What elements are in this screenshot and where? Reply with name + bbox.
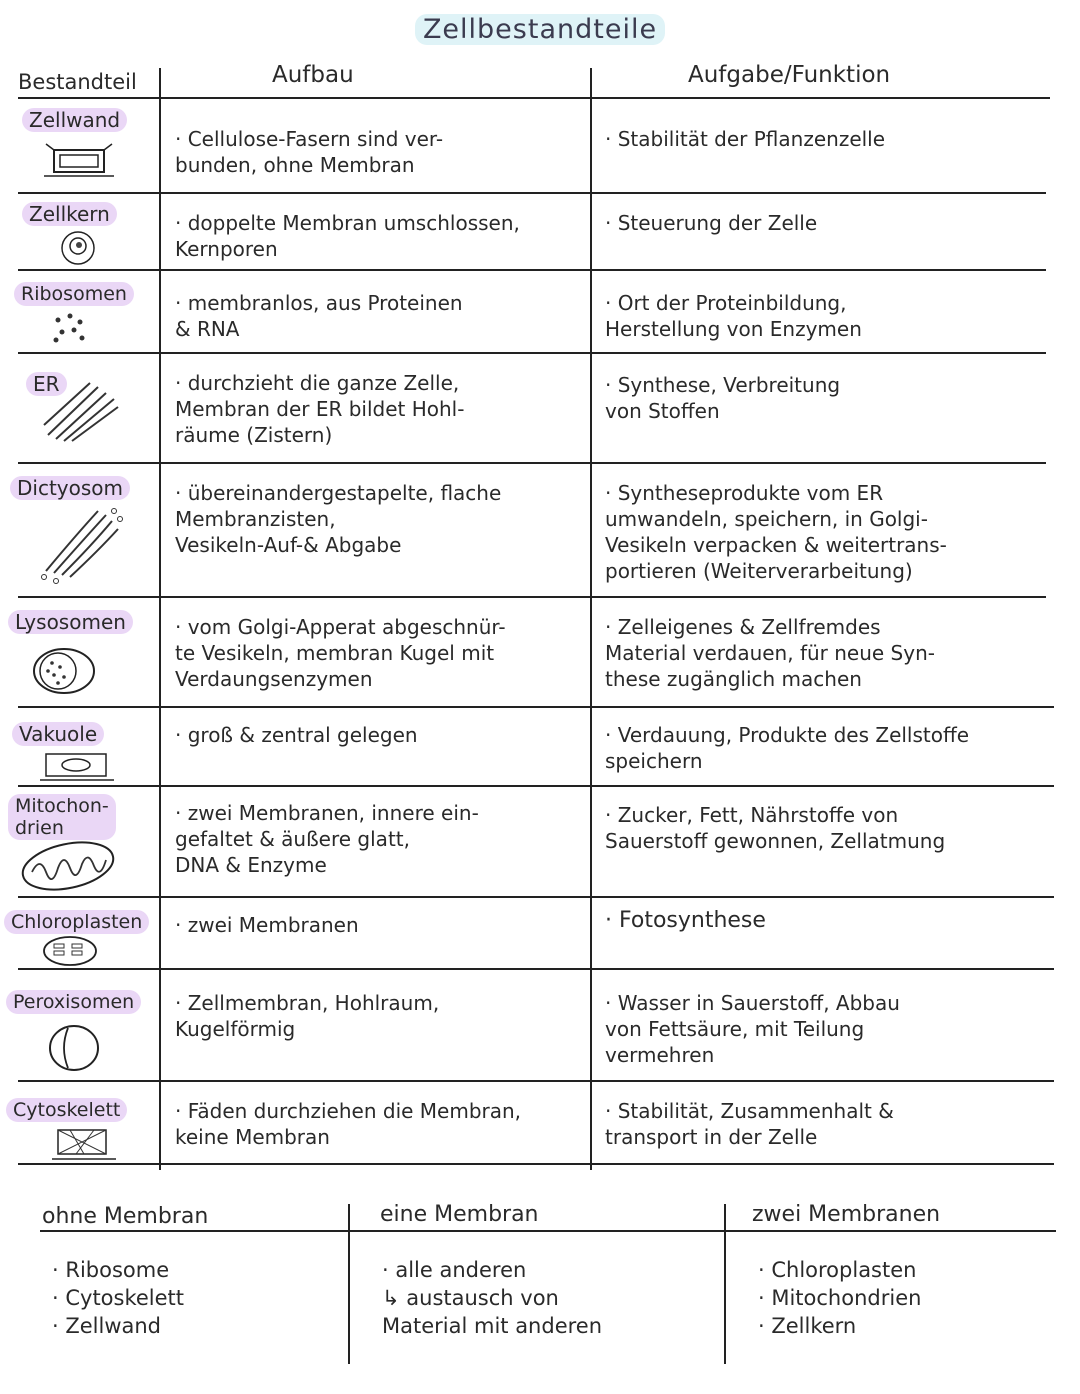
row-function-zellkern: · Steuerung der Zelle [605,211,818,235]
ribosome-icon [50,310,90,344]
row-label-zellkern: Zellkern [22,202,117,226]
header-structure: Aufbau [272,62,354,88]
grid-line [18,1080,1054,1082]
lysosome-icon [30,645,100,697]
row-structure-chloroplasten: · zwei Membranen [175,913,359,937]
grid-line [18,192,1046,194]
row-structure-zellwand: · Cellulose-Fasern sind ver- bunden, ohne Membran [175,127,444,177]
row-label-mitochondrien: Mitochon- drien [8,794,116,840]
row-function-zellwand: · Stabilität der Pflanzenzelle [605,127,886,151]
row-label-vakuole: Vakuole [12,722,104,746]
row-label-peroxisomen: Peroxisomen [6,990,141,1014]
page-title: Zellbestandteile [0,14,1080,45]
membrane-list-none: · Ribosome · Cytoskelett · Zellwand [52,1258,185,1338]
peroxisome-icon [46,1022,106,1074]
row-function-chloroplasten: · Fotosynthese [605,908,766,933]
row-label-zellwand: Zellwand [22,108,127,132]
row-structure-ribosomen: · membranlos, aus Proteinen & RNA [175,291,463,341]
row-function-cytoskelett: · Stabilität, Zusammenhalt & transport in der Zelle [605,1099,894,1149]
row-structure-er: · durchzieht die ganze Zelle, Membran der ER bildet Hohl- räume (Zistern) [175,371,465,447]
row-label-chloroplasten: Chloroplasten [4,910,149,934]
grid-line [18,97,1050,99]
grid-line [590,68,592,1170]
cytoskeleton-icon [50,1126,120,1162]
row-structure-vakuole: · groß & zentral gelegen [175,723,418,747]
row-structure-zellkern: · doppelte Membran umschlossen, Kernporen [175,211,520,261]
row-structure-peroxisomen: · Zellmembran, Hohlraum, Kugelförmig [175,991,440,1041]
header-function: Aufgabe/Funktion [688,62,891,88]
row-label-ribosomen: Ribosomen [14,282,134,306]
golgi-icon [36,505,126,585]
membrane-header-none: ohne Membran [42,1204,209,1229]
grid-line [18,785,1054,787]
row-structure-dictyosom: · übereinandergestapelte, flache Membranzisten, Vesikeln-Auf-& Abgabe [175,481,502,557]
row-function-dictyosom: · Syntheseprodukte vom ER umwandeln, speichern, in Golgi- Vesikeln verpacken & weitertrans- portieren (Weiterverarbeitung) [605,481,947,583]
membrane-list-one: · alle anderen ↳ austausch von Material mit anderen [382,1258,603,1338]
grid-line [18,968,1054,970]
row-function-er: · Synthese, Verbreitung von Stoffen [605,373,841,423]
row-label-dictyosom: Dictyosom [10,476,130,500]
nucleus-icon [56,228,100,268]
grid-line [18,269,1046,271]
grid-line [159,68,161,1170]
row-function-lysosomen: · Zelleigenes & Zellfremdes Material verdauen, für neue Syn- these zugänglich machen [605,615,935,691]
row-structure-cytoskelett: · Fäden durchziehen die Membran, keine Membran [175,1099,522,1149]
vacuole-icon [38,750,118,782]
row-label-lysosomen: Lysosomen [8,610,133,634]
grid-line [18,706,1054,708]
row-structure-lysosomen: · vom Golgi-Apperat abgeschnür- te Vesikeln, membran Kugel mit Verdaungsenzymen [175,615,506,691]
row-label-cytoskelett: Cytoskelett [6,1098,127,1122]
grid-line [18,896,1054,898]
membrane-list-two: · Chloroplasten · Mitochondrien · Zellkern [758,1258,922,1338]
membrane-header-two: zwei Membranen [752,1202,941,1227]
grid-line [724,1204,726,1364]
row-structure-mitochondrien: · zwei Membranen, innere ein- gefaltet & äußere glatt, DNA & Enzyme [175,801,479,877]
grid-line [18,462,1046,464]
membrane-header-one: eine Membran [380,1202,539,1227]
grid-line [348,1204,350,1364]
mitochondrion-icon [16,838,126,894]
grid-line [18,352,1046,354]
row-function-peroxisomen: · Wasser in Sauerstoff, Abbau von Fettsäure, mit Teilung vermehren [605,991,900,1067]
er-icon [38,375,122,445]
header-component: Bestandteil [18,70,137,94]
row-function-vakuole: · Verdauung, Produkte des Zellstoffe speichern [605,723,970,773]
row-function-mitochondrien: · Zucker, Fett, Nährstoffe von Sauerstoff gewonnen, Zellatmung [605,803,946,853]
grid-line [18,1163,1054,1165]
grid-line [18,596,1046,598]
grid-line [40,1230,1056,1232]
cell-wall-icon [40,142,120,182]
chloroplast-icon [40,934,100,968]
row-function-ribosomen: · Ort der Proteinbildung, Herstellung von Enzymen [605,291,862,341]
row-label-er: ER [26,372,67,396]
